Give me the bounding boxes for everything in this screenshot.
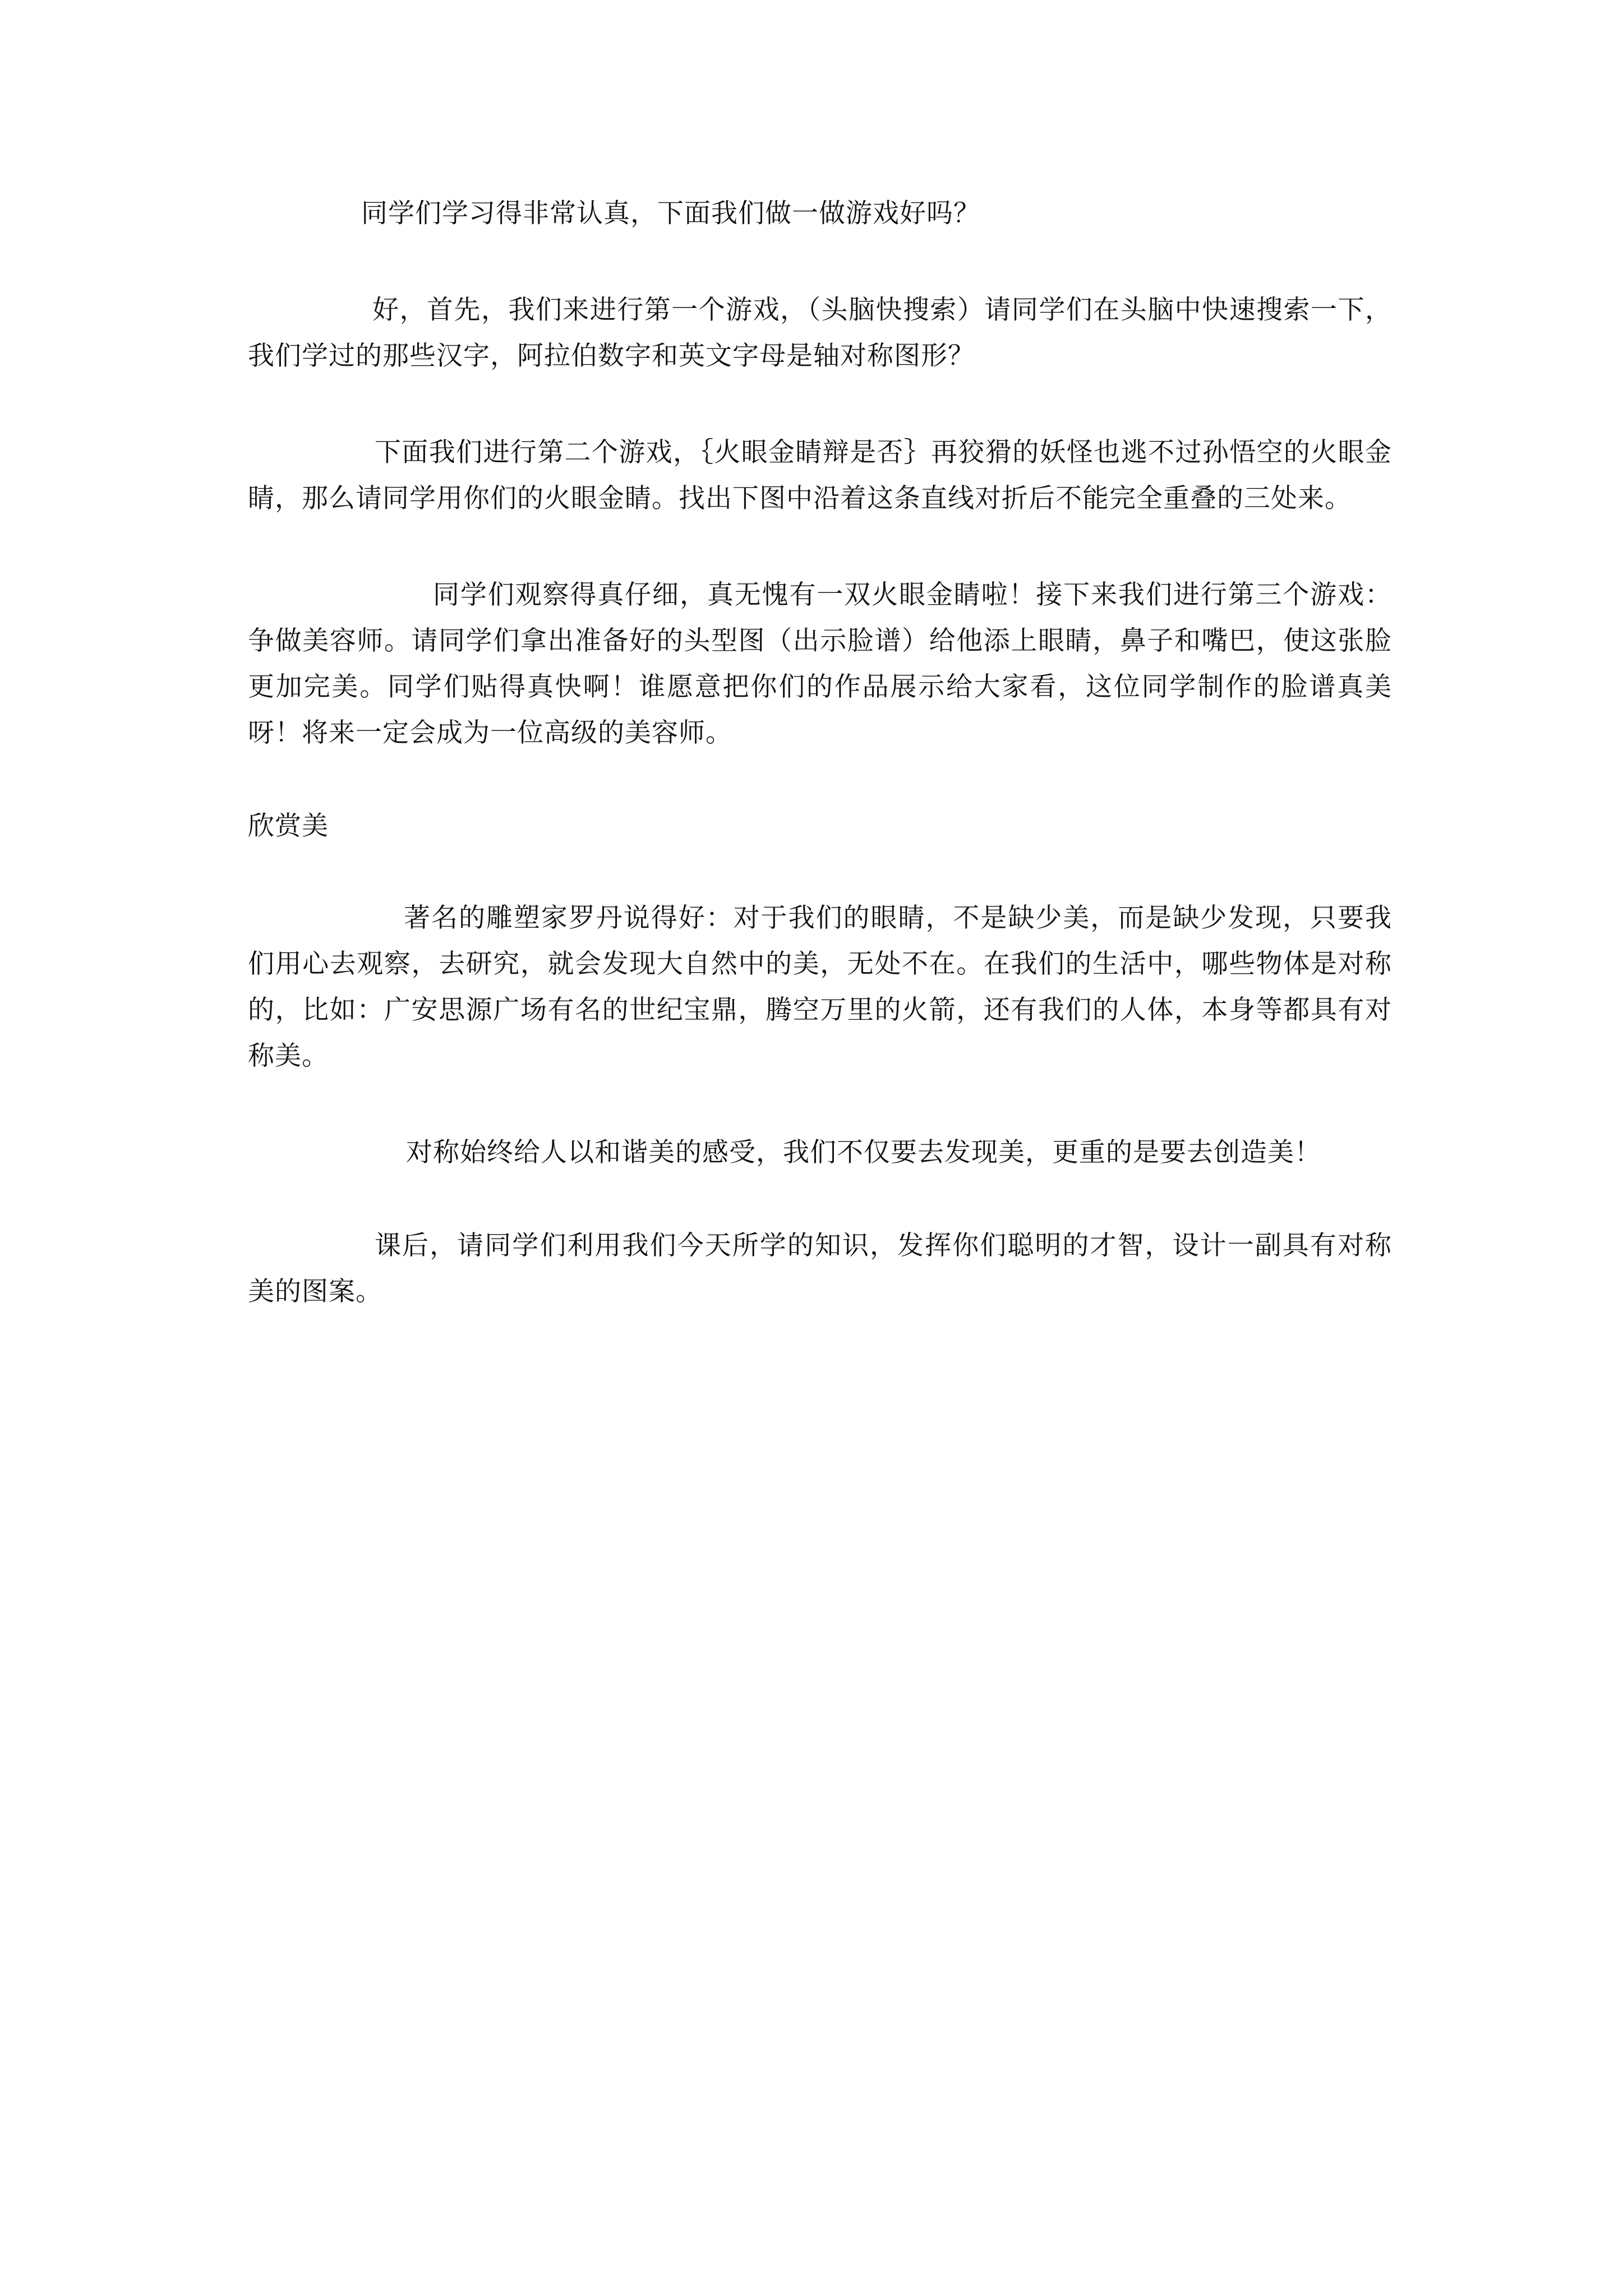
section-heading-appreciate-beauty: 欣赏美 xyxy=(248,811,329,841)
paragraph-game-three: 同学们观察得真仔细，真无愧有一双火眼金睛啦！接下来我们进行第三个游戏：争做美容师。请同学们拿出准备好的头型图（出示脸谱）给他添上眼睛，鼻子和嘴巴，使这张脸更加完美。同学们贴得真快啊！谁愿意把你们的作品展示给大家看，这位同学制作的脸谱真美呀！将来一定会成为一位高级的美容师。 xyxy=(248,579,1392,748)
document-body xyxy=(248,191,1392,1315)
paragraph-game-two: 下面我们进行第二个游戏，｛火眼金睛辩是否｝再狡猾的妖怪也逃不过孙悟空的火眼金睛，那么请同学用你们的火眼金睛。找出下图中沿着这条直线对折后不能完全重叠的三处来。 xyxy=(248,437,1392,514)
paragraph-game-one: 好，首先，我们来进行第一个游戏，（头脑快搜索）请同学们在头脑中快速搜索一下，我们学过的那些汉字，阿拉伯数字和英文字母是轴对称图形？ xyxy=(248,295,1392,371)
paragraph-homework: 课后，请同学们利用我们今天所学的知识，发挥你们聪明的才智，设计一副具有对称美的图案。 xyxy=(248,1230,1392,1307)
paragraph-rodin-quote: 著名的雕塑家罗丹说得好：对于我们的眼睛，不是缺少美，而是缺少发现，只要我们用心去观察，去研究，就会发现大自然中的美，无处不在。在我们的生活中，哪些物体是对称的，比如：广安思源广场有名的世纪宝鼎，腾空万里的火箭，还有我们的人体，本身等都具有对称美。 xyxy=(248,903,1392,1071)
paragraph-symmetry-harmony: 对称始终给人以和谐美的感受，我们不仅要去发现美，更重的是要去创造美！ xyxy=(406,1137,1321,1168)
paragraph-intro-games: 同学们学习得非常认真，下面我们做一做游戏好吗？ xyxy=(361,198,980,229)
